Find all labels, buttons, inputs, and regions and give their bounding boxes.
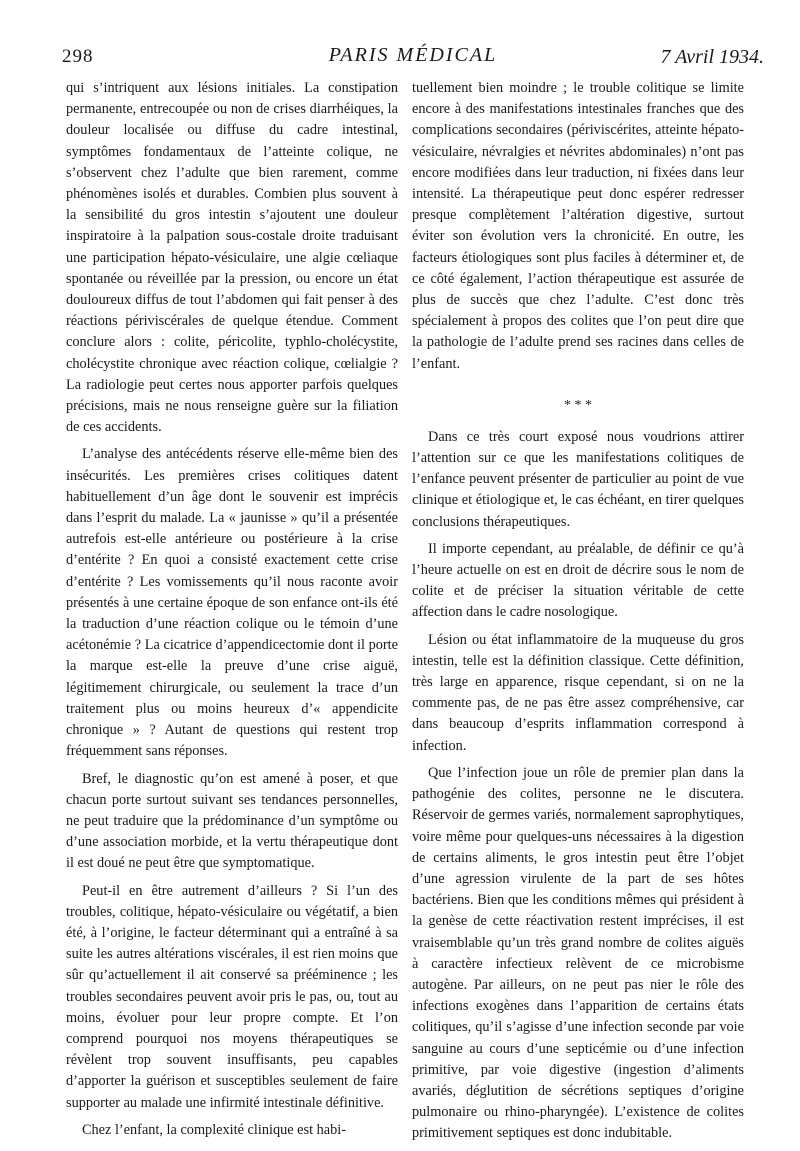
running-header — [62, 42, 764, 72]
paragraph: qui s’intriquent aux lésions initiales. La constipation permanente, entrecoupée ou non de crises diarrhéiques, la douleur localisée ou diffuse du cadre intestinal, symptômes fondamentaux de l’atteinte colique, ne s’observent chez l’adulte que bien rarement, comme phénomènes isolés et durables. Combien plus souvent à la sensibilité du gros intestin s’ajoutent une douleur inspiratoire à la palpation sous-costale droite traduisant une participation hépato-vésiculaire, une algie cœliaque spontanée ou réveillée par la pression, ou encore un état douloureux diffus de tout l’abdomen qui fait penser à des réactions périviscérales de quelque étendue. Comment conclure alors : colite, péricolite, typhlo-cholécystite, cholécystite chronique avec réaction colique, cœlialgie ? La radiologie peut certes nous apporter parfois quelques précisions, mais ne nous renseigne guère sur la filiation de ces accidents. — [66, 80, 398, 436]
paragraph: Il importe cependant, au préalable, de définir ce qu’à l’heure actuelle on est en droit de décrire sous le nom de colite et de préciser la situation véritable de cette affection dans le cadre nosologique. — [412, 540, 744, 621]
paragraph: Dans ce très court exposé nous voudrions attirer l’attention sur ce que les manifestations colitiques de l’enfance peuvent présenter de particulier au point de vue clinique et étiologique et, le cas échéant, en tirer quelques conclusions thérapeutiques. — [412, 428, 744, 530]
paragraph: L’analyse des antécédents réserve elle-même bien des insécurités. Les premières crises colitiques datent habituellement d’un âge dont le souvenir est imprécis dans l’esprit du malade. La « jaunisse » qu’il a présentée autrefois est-elle antérieure ou postérieure à la crise d’entérite ? En quoi a consisté exactement cette crise d’entérite ? Les vomissements qu’il nous raconte avoir présentés à une certaine époque de son enfance ont-ils été la traduction d’une réaction colique ou le témoin d’une acétonémie ? La cicatrice d’appendicectomie dont il porte la marque est-elle la preuve d’une crise aiguë, légitimement chirurgicale, ou seulement la trace d’un traitement plus ou moins heureux d’« appendicite chronique » ? Autant de questions qui restent trop fréquemment sans réponses. — [66, 446, 398, 760]
paragraph: Bref, le diagnostic qu’on est amené à poser, et que chacun porte surtout suivant ses tendances personnelles, ne peut traduire que la prédominance d’un symptôme ou d’une association morbide, et la vertu thérapeutique dont il est doué ne peut être que symptomatique. — [66, 770, 398, 872]
paragraph: Que l’infection joue un rôle de premier plan dans la pathogénie des colites, personne ne le discutera. Réservoir de germes variés, normalement saprophytiques, voire même pour quelques-uns nécessaires à la digestion de certains aliments, le gros intestin peut être l’objet d’une agression virulente de la part de ses hôtes bactériens. Bien que les conditions mêmes qui président à la genèse de cette réactivation restent imprécises, il est vraisemblable qu’un très grand nombre de colites aiguës à caractère infectieux relèvent de ce microbisme autogène. Par ailleurs, on ne peut pas nier le rôle des infections exogènes dans l’apparition de certains états colitiques, qu’il s’agisse d’une infection seconde par voie sanguine au cours d’une septicémie ou d’une infection primitive, par voie digestive (ingestion d’aliments avariés, déglutition de sécrétions septiques d’origine pulmonaire ou rhino-pharyngée). L’existence de colites primitivement septiques est donc indubitable. — [412, 764, 744, 1142]
left-column — [66, 78, 398, 1147]
journal-title: PARIS MÉDICAL — [328, 44, 498, 66]
section-separator: * * * — [564, 397, 592, 413]
issue-date: 7 Avril 1934. — [660, 46, 764, 68]
paragraph: tuellement bien moindre ; le trouble colitique se limite encore à des manifestations intestinales franches que des complications secondaires (périviscérites, atteinte hépato-vésiculaire, névralgies et névrites abdominales) n’ont pas encore modifiées dans leur traduction, ni fixées dans leur intensité. La thérapeutique peut donc espérer redresser presque complètement l’altération digestive, surtout éviter son évolution vers la chronicité. En outre, les facteurs étiologiques sont plus faciles à déterminer et, de ce côté également, l’action thérapeutique est assurée de plus de succès que chez l’adulte. C’est donc très spécialement à propos des colites que l’on peut dire que la pathologie de l’adulte prend ses racines dans celles de l’enfant. — [412, 80, 744, 372]
right-column — [412, 78, 744, 1151]
paragraph: Lésion ou état inflammatoire de la muqueuse du gros intestin, telle est la définition classique. Cette définition, très large en apparence, risque cependant, si on ne la commente pas, de ne pas être assez compréhensive, car dans beaucoup d’esprits inflammation correspond à infection. — [412, 631, 744, 754]
page-number: 298 — [62, 46, 94, 67]
paragraph: Peut-il en être autrement d’ailleurs ? Si l’un des troubles, colitique, hépato-vésiculaire ou végétatif, a bien été, à l’origine, le facteur déterminant qui a entraîné à sa suite les autres altérations viscérales, il est rien moins que sûr qu’actuellement il ait conservé sa prééminence ; les troubles secondaires peuvent avoir pris le pas, ou, tout au moins, évoluer pour leur propre compte. Et l’on comprend pourquoi nos moyens thérapeutiques se révèlent trop souvent insuffisants, peu capables d’apporter la guérison et susceptibles seulement de faire supporter au malade une infirmité intestinale définitive. — [66, 882, 398, 1111]
paragraph: Chez l’enfant, la complexité clinique est habi- — [82, 1121, 346, 1138]
